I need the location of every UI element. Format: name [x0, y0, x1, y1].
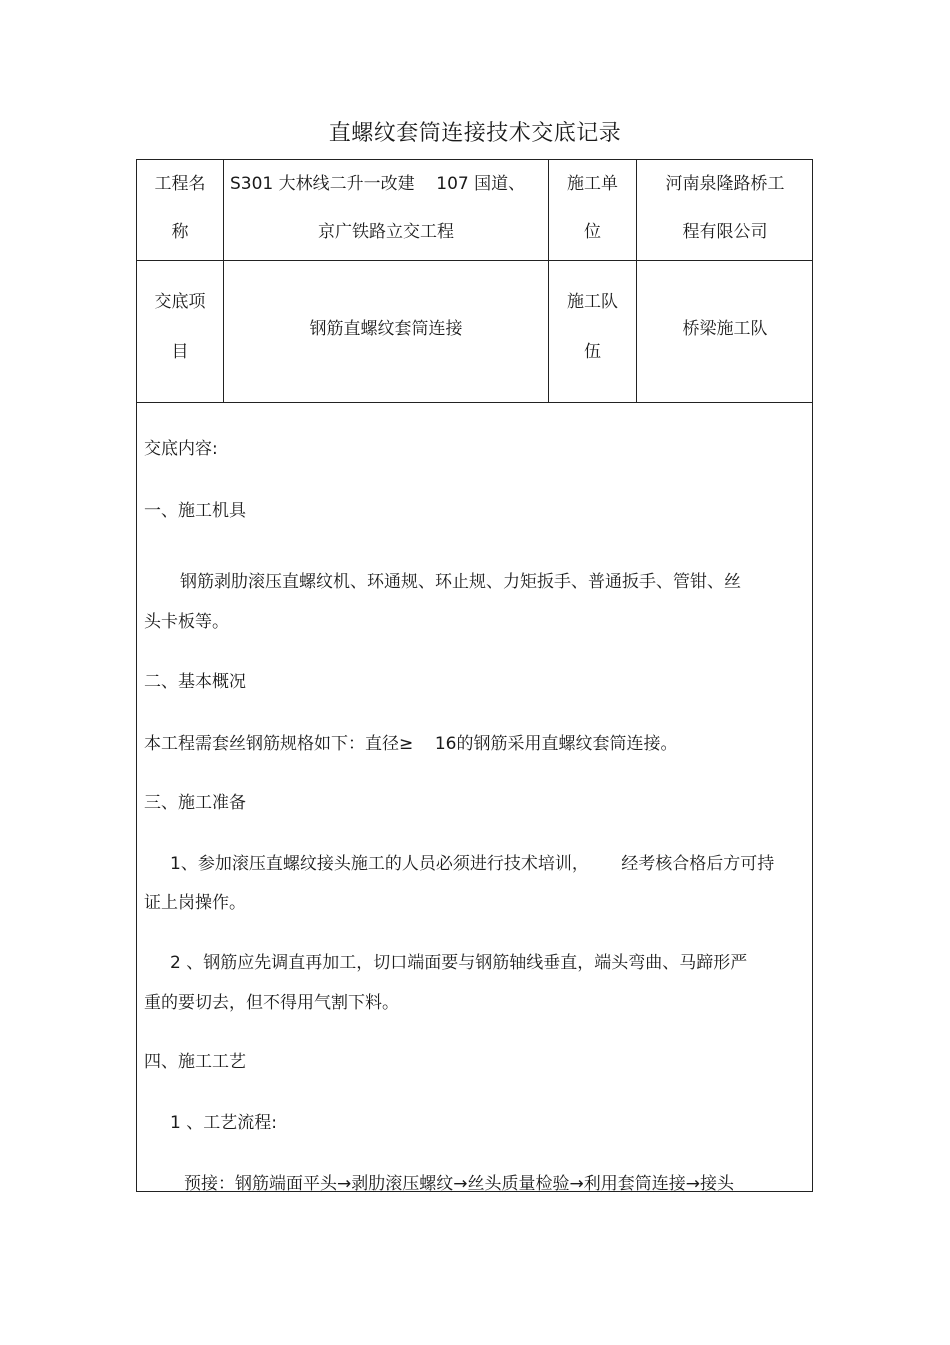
document-title: 直螺纹套筒连接技术交底记录 — [328, 121, 622, 146]
section-1-title: 一、施工机具 — [144, 501, 246, 521]
section-1-line-1: 钢筋剥肋滚压直螺纹机、环通规、环止规、力矩扳手、普通扳手、管钳、丝 — [180, 572, 741, 592]
briefing-item-label: 交底项 目 — [154, 292, 206, 362]
construction-team-label: 施工队 伍 — [567, 292, 618, 362]
section-4-title: 四、施工工艺 — [144, 1052, 246, 1072]
row-divider-2 — [137, 402, 812, 403]
construction-unit-label: 施工单 位 — [567, 174, 618, 242]
section-3-item-1-line-1: 1、参加滚压直螺纹接头施工的人员必须进行技术培训， 经考核合格后方可持 — [170, 854, 775, 874]
construction-unit-value: 河南泉隆路桥工 程有限公司 — [665, 174, 785, 242]
section-3-title: 三、施工准备 — [144, 793, 246, 813]
section-2-title: 二、基本概况 — [144, 672, 246, 692]
section-3-item-1-line-2: 证上岗操作。 — [144, 893, 246, 913]
section-1-line-2: 头卡板等。 — [144, 612, 229, 632]
content-heading: 交底内容: — [144, 439, 218, 459]
project-name-value: S301 大林线二升一改建 107 国道、 京广铁路立交工程 — [230, 174, 526, 242]
section-3-item-2-line-2: 重的要切去，但不得用气割下料。 — [144, 993, 399, 1013]
section-4-subtitle-1: 1 、工艺流程: — [170, 1113, 277, 1133]
row-divider-1 — [137, 260, 812, 261]
construction-team-value: 桥梁施工队 — [682, 319, 768, 339]
section-4-line-1: 预接：钢筋端面平头→剥肋滚压螺纹→丝头质量检验→利用套筒连接→接头 — [184, 1174, 734, 1194]
briefing-item-value: 钢筋直螺纹套筒连接 — [309, 319, 463, 339]
project-name-label: 工程名 称 — [154, 174, 206, 242]
section-2-line-1: 本工程需套丝钢筋规格如下：直径≥ 16的钢筋采用直螺纹套筒连接。 — [144, 734, 678, 754]
section-3-item-2-line-1: 2 、钢筋应先调直再加工，切口端面要与钢筋轴线垂直，端头弯曲、马蹄形严 — [170, 953, 748, 973]
